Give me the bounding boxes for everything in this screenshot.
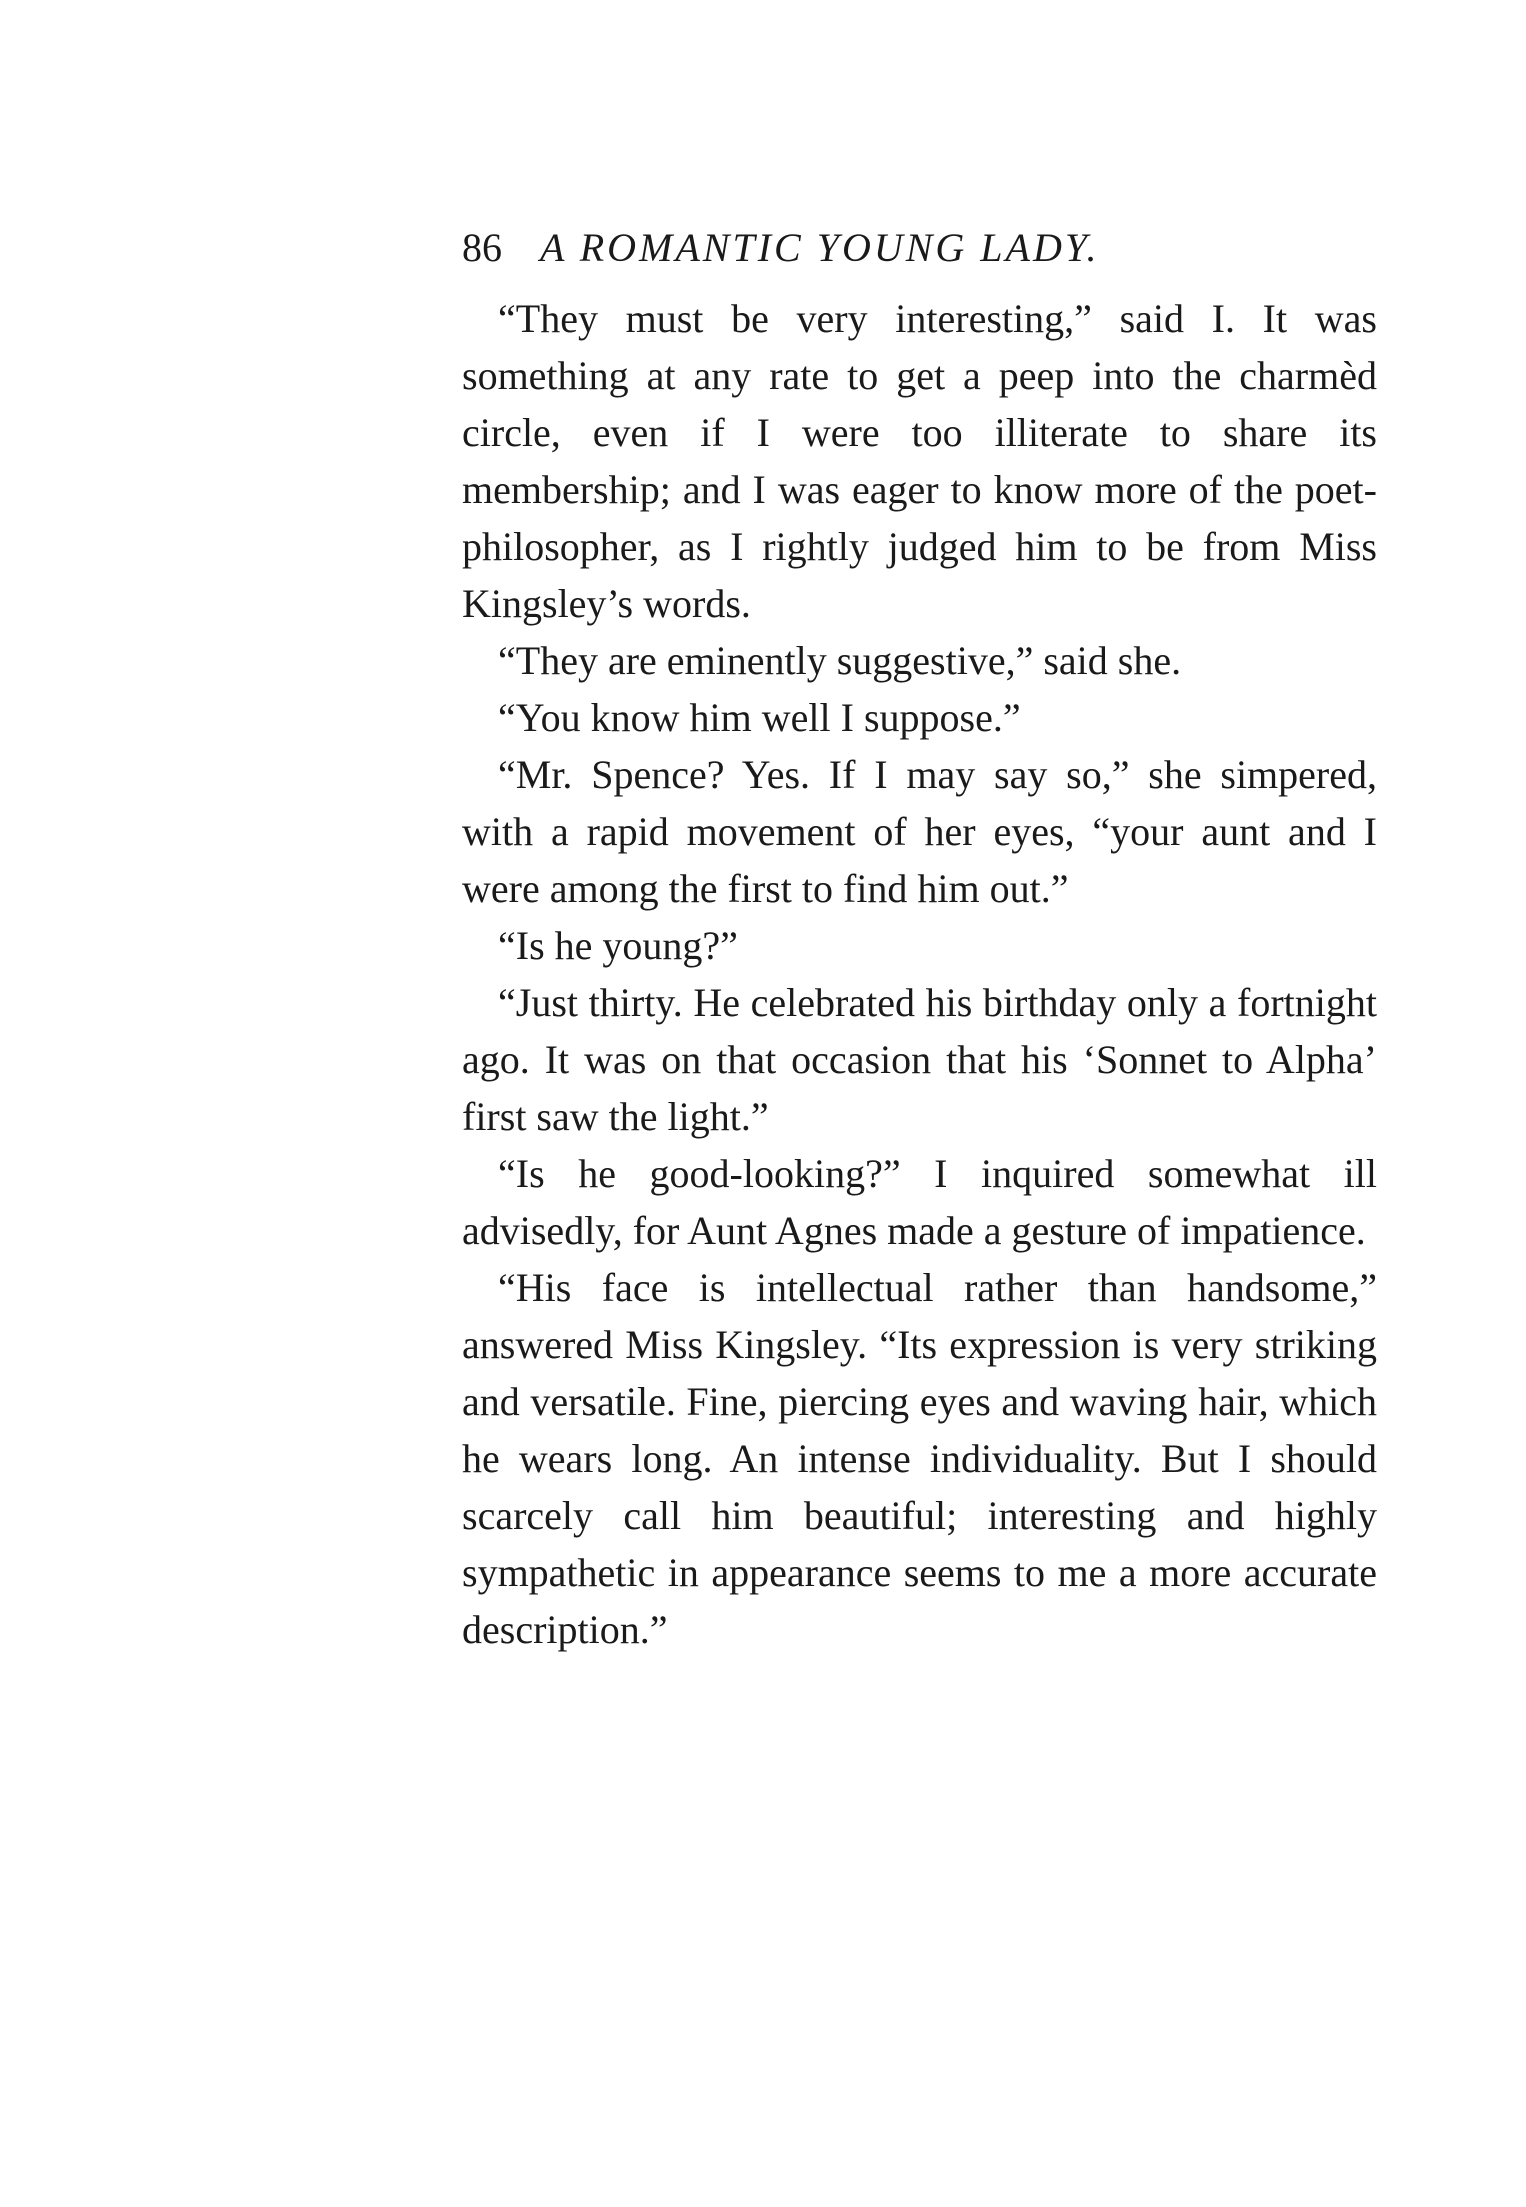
- paragraph: “Mr. Spence? Yes. If I may say so,” she simpered, with a rapid movement of her eyes, “your aunt and I were among the first to find him out.”: [462, 752, 1377, 911]
- body-text: [462, 290, 1377, 1658]
- paragraph: “His face is intellectual rather than handsome,” answered Miss Kingsley. “Its expression is very striking and versatile. Fine, piercing eyes and waving hair, which he wears long. An intense individuality. But I should scarcely call him beautiful; interesting and highly sympathetic in appearance seems to me a more accurate description.”: [462, 1265, 1377, 1652]
- paragraph: “They must be very interesting,” said I. It was something at any rate to get a peep into the charmèd circle, even if I were too illiterate to share its membership; and I was eager to know more of the poet-philosopher, as I rightly judged him to be from Miss Kingsley’s words.: [462, 296, 1377, 626]
- paragraph: “Is he young?”: [498, 923, 738, 968]
- book-page: [462, 220, 1377, 1658]
- paragraph: “You know him well I suppose.”: [498, 695, 1021, 740]
- paragraph: “Is he good-looking?” I inquired somewhat ill advisedly, for Aunt Agnes made a gesture of impatience.: [462, 1151, 1377, 1253]
- page-number: 86: [462, 225, 502, 270]
- paragraph: “They are eminently suggestive,” said she.: [498, 638, 1182, 683]
- running-head: [462, 220, 1377, 276]
- running-title: A ROMANTIC YOUNG LADY.: [540, 225, 1100, 270]
- paragraph: “Just thirty. He celebrated his birthday only a fortnight ago. It was on that occasion that his ‘Sonnet to Alpha’ first saw the light.”: [462, 980, 1377, 1139]
